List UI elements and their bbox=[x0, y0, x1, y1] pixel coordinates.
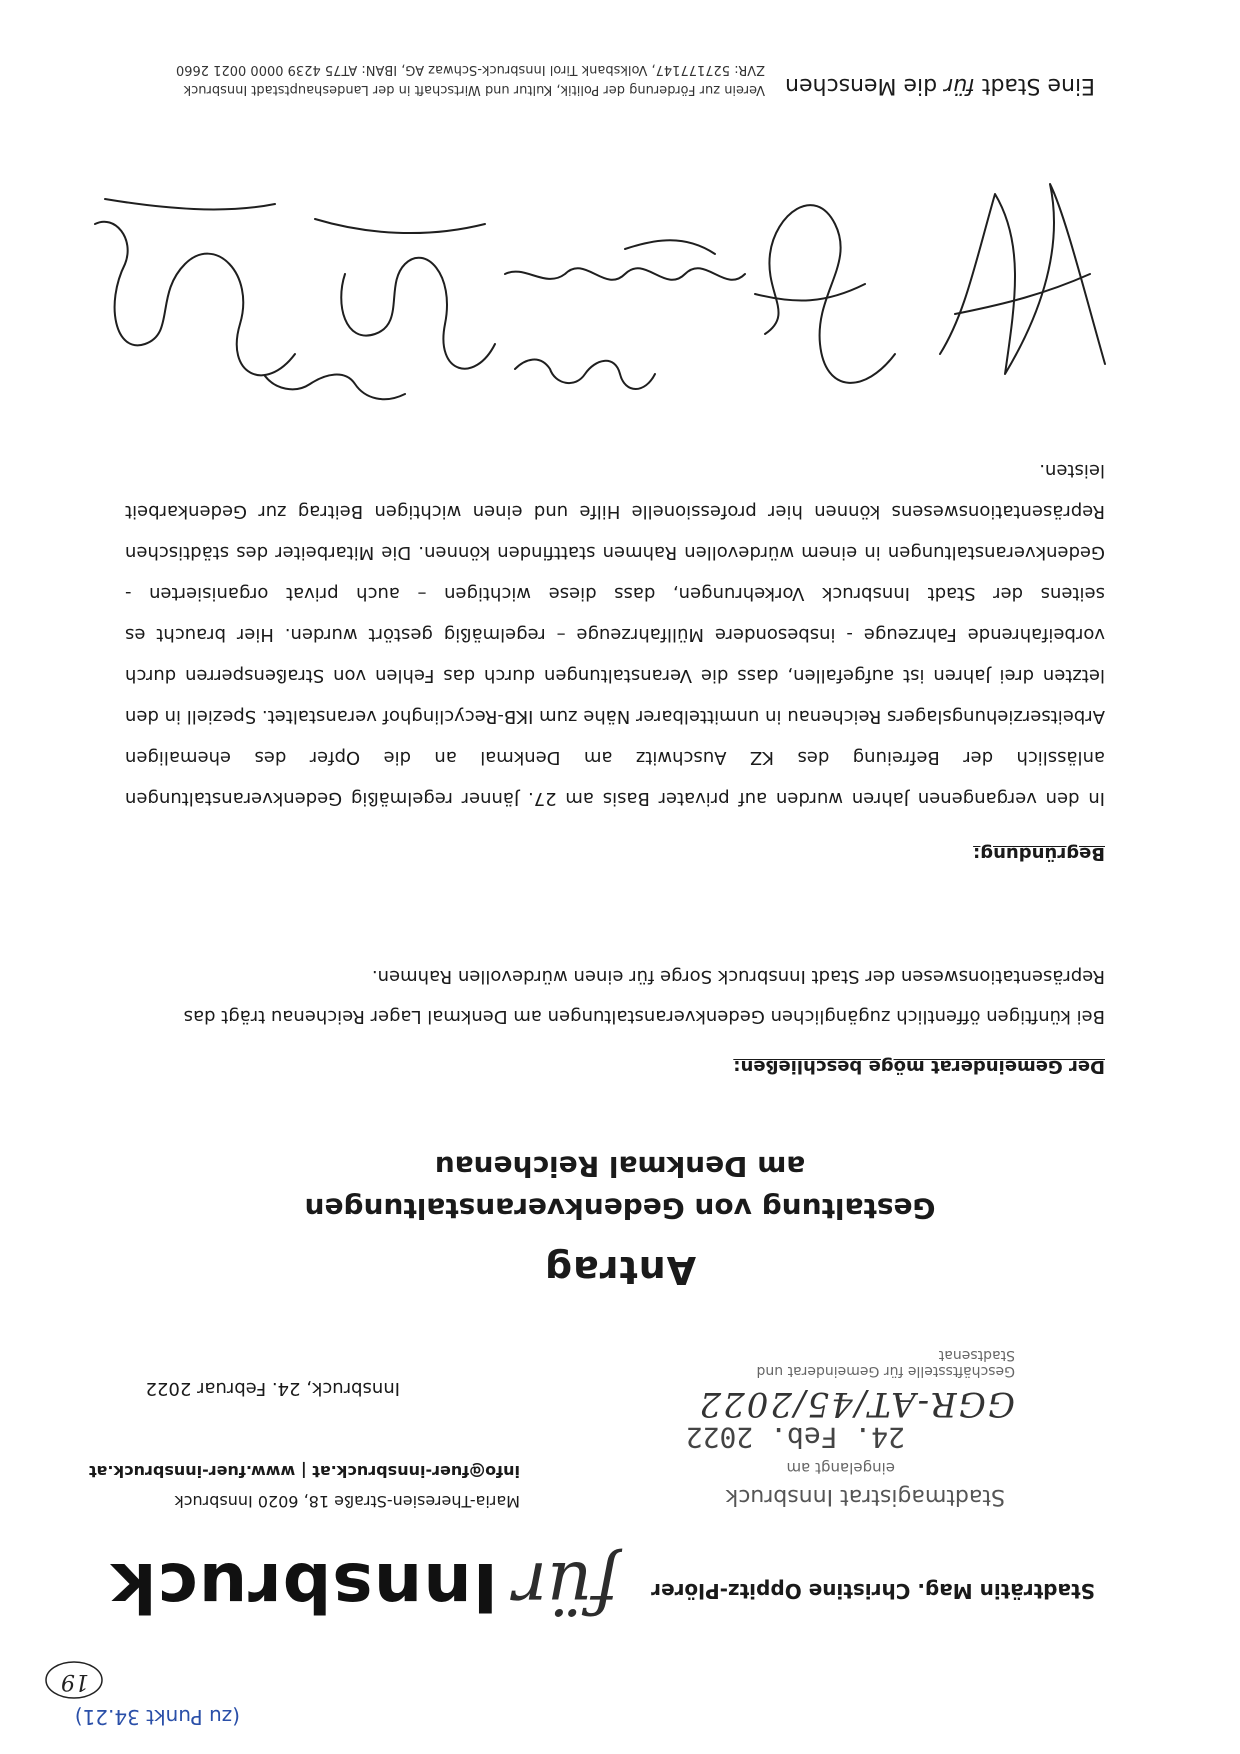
slogan-emphasis: für bbox=[944, 73, 975, 98]
page-number-circle bbox=[43, 1659, 105, 1701]
document-title: Antrag bbox=[543, 1248, 697, 1292]
resolution-text: Bei künftigen öffentlich zugänglichen Gedenkveranstaltungen am Denkmal Lager Reichenau trägt das Repräsentationswesen der Stadt Innsbruck Sorge für einen würdevollen Rahmen. bbox=[183, 966, 1105, 1027]
subtitle-line-2: am Denkmal Reichenau bbox=[434, 1150, 806, 1183]
place-date: Innsbruck, 24. Februar 2022 bbox=[145, 1378, 400, 1399]
stamp-received-label: eingelangt am bbox=[786, 1459, 895, 1477]
recipient: Stadträtin Mag. Christine Oppitz-Plörer bbox=[651, 1579, 1095, 1603]
stamp-org: Stadtmagistrat Innsbruck bbox=[725, 1484, 1005, 1509]
logo-fuer-text: für bbox=[513, 1546, 618, 1628]
document-subtitle bbox=[0, 1145, 1240, 1229]
stamp-date: 24. Feb. 2022 bbox=[685, 1421, 905, 1454]
reasoning-heading: Begründung: bbox=[973, 843, 1105, 864]
handwritten-signatures-icon bbox=[75, 164, 1125, 414]
subtitle-line-1: Gestaltung von Gedenkveranstaltungen bbox=[304, 1192, 936, 1225]
reasoning-text: In den vergangenen Jahren wurden auf privater Basis am 27. Jänner regelmäßig Gedenkveranstaltungen anlässlich der Befreiung des KZ Auschwitz am Denkmal an die Opfer des ehemaligen Arbeitserziehungslagers Reichenau in unmittelbarer Nähe zum IKB-Recyclinghof veranstaltet. Speziell in den letzten drei Jahren ist aufgefallen, dass die Veranstaltungen durch das Fehlen von Straßensperren durch vorbeifahrende Fahrzeuge - insbesondere Müllfahrzeuge – regelmäßig gestört wurden. Hier braucht es seitens der Stadt Innsbruck Vorkehrungen, dass diese wichtigen – auch privat organisierten - Gedenkveranstaltungen in einem würdevollen Rahmen stattfinden können. Die Mitarbeiter des städtischen Repräsentationswesens können hier professionelle Hilfe und einen wichtigen Beitrag zur Gedenkarbeit leisten. bbox=[125, 460, 1105, 809]
reference-note: (zu Punkt 34.21) bbox=[74, 1705, 240, 1729]
received-stamp bbox=[685, 1347, 1015, 1509]
signatures-area bbox=[75, 164, 1125, 414]
sender-block bbox=[89, 1456, 520, 1516]
logo-name: Innsbruck bbox=[110, 1547, 498, 1626]
sender-address: Maria-Theresien-Straße 18, 6020 Innsbruck bbox=[174, 1492, 520, 1511]
party-logo bbox=[110, 1526, 630, 1636]
stamp-handwritten-number: GGR-AT/45/2022 bbox=[697, 1384, 1015, 1424]
footer-association bbox=[115, 59, 765, 99]
footer-slogan bbox=[785, 73, 1095, 98]
association-line-1: Verein zur Förderung der Politik, Kultur und Wirtschaft in der Landeshauptstadt Innsbruck bbox=[183, 82, 765, 97]
logo-fuer-mark bbox=[510, 1526, 630, 1636]
page-number: 19 bbox=[61, 1669, 89, 1694]
slogan-prefix: Eine Stadt bbox=[974, 73, 1095, 98]
sender-contact: info@fuer-innsbruck.at | www.fuer-innsbruck.at bbox=[88, 1462, 520, 1481]
stamp-office: Geschäftsstelle für Gemeinderat und Stadtsenat bbox=[756, 1347, 1015, 1379]
slogan-suffix: die Menschen bbox=[785, 73, 945, 98]
resolution-heading: Der Gemeinderat möge beschließen: bbox=[733, 1056, 1105, 1077]
association-line-2: ZVR: 527177147, Volksbank Tirol Innsbruck-Schwaz AG, IBAN: AT75 4239 0000 0021 2660 bbox=[175, 62, 765, 77]
